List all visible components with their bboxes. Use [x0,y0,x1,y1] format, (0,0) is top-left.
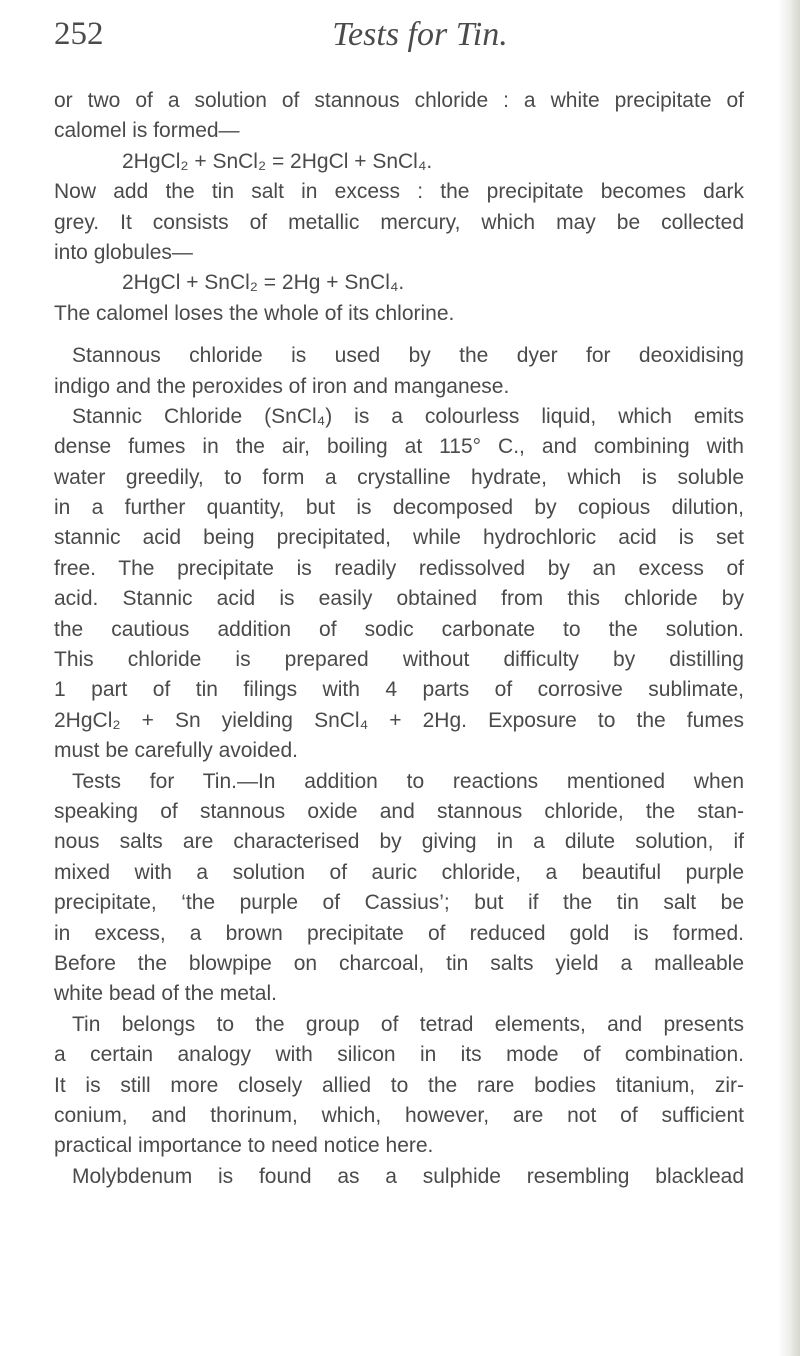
text-line: mixed with a solution of auric chloride, a beautiful purple [54,860,744,884]
text-line: This chloride is prepared without difficulty by distilling [54,648,744,672]
body-text [54,86,744,1192]
text-line: practical importance to need notice here. [54,1134,434,1158]
text-line: in a further quantity, but is decomposed by copious dilution, [54,496,744,520]
running-title: Tests for Tin. [332,16,508,53]
text-line: conium, and thorinum, which, however, are not of sufficient [54,1103,744,1127]
text-line: precipitate, ‘the purple of Cassius’; but if the tin salt be [54,891,744,915]
text-line: white bead of the metal. [54,982,277,1006]
equation-line: 2HgCl + SnCl₂ = 2Hg + SnCl₄. [122,271,405,295]
text-line: Molybdenum is found as a sulphide resembling blacklead [72,1164,744,1188]
text-line: into globules— [54,240,193,264]
text-line: Tests for Tin.—In addition to reactions mentioned when [72,769,744,793]
text-line: free. The precipitate is readily redissolved by an excess of [54,556,744,580]
page-header [54,16,746,66]
text-line: or two of a solution of stannous chloride : a white precipitate of [54,89,744,112]
text-line: 1 part of tin filings with 4 parts of corrosive sublimate, [54,678,744,702]
text-line: Before the blowpipe on charcoal, tin salts yield a malleable [54,951,744,975]
page-number: 252 [54,16,104,52]
text-line: It is still more closely allied to the rare bodies titanium, zir- [54,1073,744,1097]
page-edge-shadow [778,0,800,1356]
equation-line: 2HgCl₂ + SnCl₂ = 2HgCl + SnCl₄. [122,149,433,173]
text-line: stannic acid being precipitated, while hydrochloric acid is set [54,526,744,550]
text-line: grey. It consists of metallic mercury, which may be collected [54,210,744,234]
text-line: the cautious addition of sodic carbonate to the solution. [54,617,744,641]
text-line: water greedily, to form a crystalline hydrate, which is soluble [54,465,744,489]
text-line: indigo and the peroxides of iron and manganese. [54,374,510,398]
text-line: 2HgCl₂ + Sn yielding SnCl₄ + 2Hg. Exposure to the fumes [54,708,744,732]
text-line: calomel is formed— [54,119,240,143]
text-line: Now add the tin salt in excess : the precipitate becomes dark [54,180,744,204]
text-line: nous salts are characterised by giving in a dilute solution, if [54,830,744,854]
text-line: acid. Stannic acid is easily obtained from this chloride by [54,587,744,611]
text-line: Stannic Chloride (SnCl₄) is a colourless liquid, which emits [72,404,744,428]
text-line: Stannous chloride is used by the dyer for deoxidising [72,344,744,368]
text-line: The calomel loses the whole of its chlorine. [54,301,455,325]
text-line: a certain analogy with silicon in its mode of combination. [54,1043,744,1067]
text-line: must be carefully avoided. [54,739,298,763]
text-line: Tin belongs to the group of tetrad elements, and presents [72,1012,744,1036]
text-line: speaking of stannous oxide and stannous chloride, the stan- [54,799,744,823]
text-line: dense fumes in the air, boiling at 115° C., and combining with [54,435,744,459]
text-line: in excess, a brown precipitate of reduced gold is formed. [54,921,744,945]
